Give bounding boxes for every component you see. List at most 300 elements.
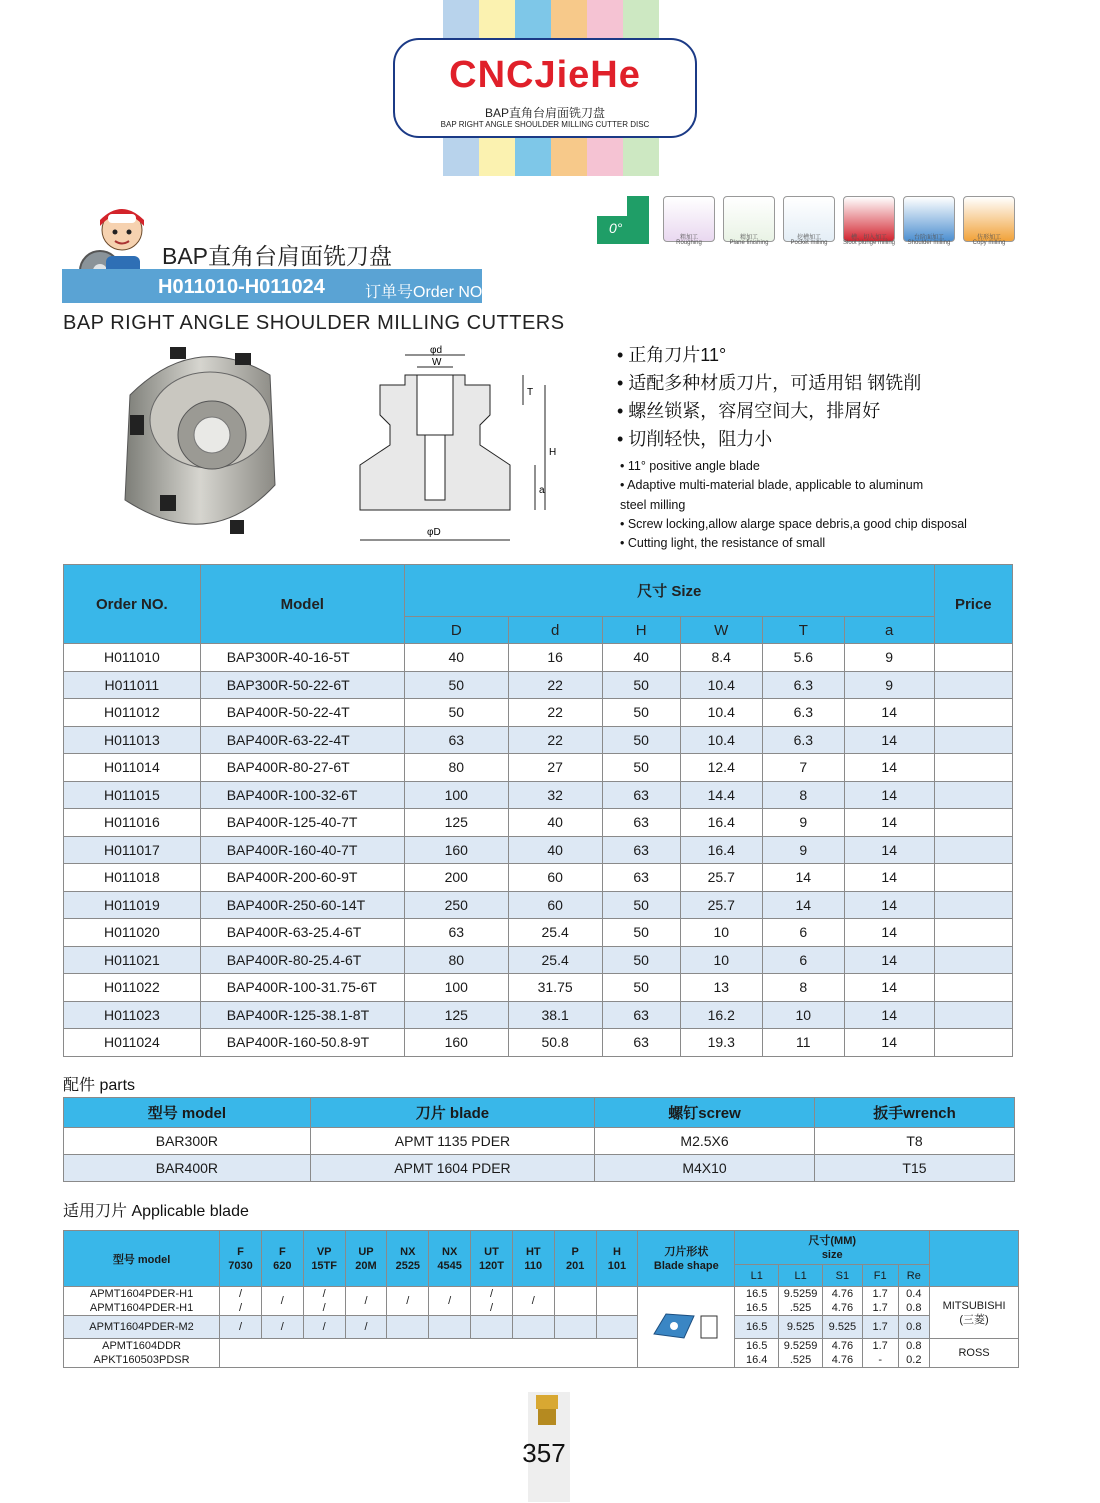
table-cell: 10 [762,1001,844,1029]
grade-cell-line: / [364,1295,368,1307]
grade-header [261,1231,303,1287]
table-cell: 7 [762,754,844,782]
table-cell: 160 [404,836,508,864]
blade-brand-cell-line: (三菱) [959,1313,989,1326]
parts-header: 螺钉screw [595,1098,815,1128]
grade-cell-line: / [322,1302,326,1314]
table-cell: BAP400R-80-25.4-6T [200,946,404,974]
grade-header-line: NX [400,1245,416,1258]
grade-cell-line: / [531,1295,535,1307]
grade-cell [429,1316,471,1339]
table-cell: 10.4 [680,699,762,727]
blade-size-cell-line: 0.8 [906,1302,922,1314]
table-cell: T8 [814,1128,1014,1155]
grade-cell [554,1287,596,1316]
table-row [64,864,1013,892]
table-cell: 32 [508,781,602,809]
blade-size-cell [823,1287,863,1316]
table-cell: H011011 [64,671,201,699]
blade-brand-cell [930,1339,1019,1368]
table-cell: BAP400R-63-22-4T [200,726,404,754]
grade-header [596,1231,638,1287]
grade-cell-line: / [280,1295,284,1307]
table-cell: BAP400R-200-60-9T [200,864,404,892]
grade-header [303,1231,345,1287]
operation-label-cn: 精加工 [739,235,758,241]
table-cell: 50 [404,671,508,699]
grade-cell [554,1316,596,1339]
grade-cell-line: / [489,1288,493,1300]
table-cell: H011012 [64,699,201,727]
blade-size-cell-line: 16.5 [746,1302,768,1314]
table-cell: 14 [844,809,934,837]
table-row [64,1316,1019,1339]
table-cell: 5.6 [762,644,844,672]
blade-model-cell-line: APMT1604PDER-H1 [89,1288,194,1300]
table-cell: BAP400R-80-27-6T [200,754,404,782]
table-cell: 14 [762,891,844,919]
grade-cell [303,1316,345,1339]
grade-cell-line: / [238,1288,243,1300]
table-cell: H011021 [64,946,201,974]
table-cell: 63 [602,781,680,809]
blade-model-cell [64,1287,220,1316]
table-cell: 6.3 [762,726,844,754]
grade-cell-line: / [238,1321,243,1333]
grade-header-line: 4545 [437,1259,462,1272]
logo-subtitle-cn: BAP直角台肩面铣刀盘 [484,106,605,120]
table-cell: 16 [508,644,602,672]
table-row [64,726,1013,754]
table-cell: 11 [762,1029,844,1057]
angle-value: 0° [609,220,623,236]
grade-cell [220,1316,262,1339]
blade-section-title: 适用刀片 Applicable blade [63,1203,249,1220]
table-cell: 31.75 [508,974,602,1002]
table-cell: BAR400R [64,1155,311,1182]
table-cell: BAP400R-100-32-6T [200,781,404,809]
table-cell: 200 [404,864,508,892]
table-cell: 50 [602,919,680,947]
grade-cell-line: / [406,1295,410,1307]
table-cell: 125 [404,809,508,837]
header-model: Model [200,565,404,644]
feature-en: • Screw locking,allow alarge space debris,a good chip disposal [620,517,967,531]
table-cell: 22 [508,671,602,699]
table-cell: 50 [602,754,680,782]
operation-label-cn: 挖槽加工 [796,235,821,241]
table-cell: 60 [508,891,602,919]
page-title-cn: BAP直角台肩面铣刀盘 [162,243,393,269]
feature-en: steel milling [620,498,686,512]
table-cell: BAP400R-50-22-4T [200,699,404,727]
operation-label-en: Sloot plunge milling [842,240,896,246]
table-cell: 250 [404,891,508,919]
operation-label-cn: 仿形加工 [976,235,1001,241]
table-row [64,974,1013,1002]
blade-size-cell [735,1287,779,1316]
grade-cell-line: / [489,1302,493,1314]
grade-cell [471,1287,513,1316]
blade-model-cell-line: APMT1604PDER-H1 [89,1302,194,1314]
blade-size-cell-line: 16.5 [746,1321,768,1333]
blade-size-cell-line: 16.5 [746,1288,768,1300]
parts-header: 刀片 blade [310,1098,594,1128]
blade-size-cell-line: 0.2 [906,1354,922,1366]
parts-header: 型号 model [64,1098,311,1128]
blade-shape-drawing [646,1306,726,1346]
blade-size-cell [898,1316,930,1339]
table-row [64,1029,1013,1057]
table-cell: 50 [602,726,680,754]
size-header-line: 尺寸(MM) [808,1234,857,1247]
blade-model-header: 型号 model [64,1231,220,1287]
blade-size-cell-line: 9.5259 [783,1340,818,1352]
page-title-en: BAP RIGHT ANGLE SHOULDER MILLING CUTTERS [63,312,565,334]
grade-header [512,1231,554,1287]
blade-brand-header [930,1231,1019,1287]
blade-model-cell [64,1339,220,1368]
table-cell: 10.4 [680,671,762,699]
dim-d-label: φd [430,345,443,356]
blade-size-cell [862,1316,898,1339]
grade-cell-line: / [364,1321,368,1333]
table-cell: H011022 [64,974,201,1002]
blade-size-cell [735,1339,779,1368]
table-cell: 22 [508,726,602,754]
table-cell: BAP400R-63-25.4-6T [200,919,404,947]
table-cell: H011010 [64,644,201,672]
blade-size-cell-line: 4.76 [831,1354,854,1366]
blade-size-cell-line: 9.5259 [783,1288,818,1300]
blade-brand-cell-line: ROSS [958,1347,990,1359]
mascot-small-icon [530,1393,564,1427]
table-cell: BAP400R-160-50.8-9T [200,1029,404,1057]
parts-table [63,1097,1015,1182]
table-cell: BAP400R-160-40-7T [200,836,404,864]
table-cell: 25.4 [508,946,602,974]
blade-size-cell [898,1339,930,1368]
grade-cell [512,1287,554,1316]
dim-w-label: W [432,357,442,368]
table-row [64,754,1013,782]
grade-header-line: 120T [478,1259,505,1272]
operation-label-en: Plane finishing [729,240,769,246]
blade-size-cell [823,1316,863,1339]
table-cell: 8.4 [680,644,762,672]
size-col-header: T [762,617,844,644]
table-row [64,644,1013,672]
grade-header-line: 110 [524,1259,543,1272]
blade-size-cell-line: 9.525 [786,1321,815,1333]
parts-section-title: 配件 parts [63,1077,136,1094]
table-cell: 9 [844,671,934,699]
feature-en: • Cutting light, the resistance of small [620,536,826,550]
table-cell: 14 [844,1029,934,1057]
table-cell: H011023 [64,1001,201,1029]
operation-label-cn: 台阶面加工 [913,235,944,241]
blade-size-cell-line: 0.4 [906,1288,922,1300]
operation-label-en: Shoulder milling [907,240,951,246]
blade-size-header [735,1231,930,1265]
table-cell: H011024 [64,1029,201,1057]
table-cell: 16.4 [680,809,762,837]
blade-size-cell-line: 0.8 [906,1340,922,1352]
blade-size-cell-line: - [878,1354,882,1366]
blade-size-cell [779,1287,823,1316]
blade-model-cell-line: APMT1604DDR [102,1340,181,1352]
table-cell: 27 [508,754,602,782]
order-range: H011010-H011024 [158,276,325,298]
header-size: 尺寸 Size [404,565,934,617]
table-cell: H011013 [64,726,201,754]
table-row [64,836,1013,864]
table-cell: 10 [680,919,762,947]
table-cell: 40 [602,644,680,672]
blade-size-cell [862,1339,898,1368]
table-cell: 14 [844,1001,934,1029]
table-cell: 100 [404,974,508,1002]
page-number: 357 [522,1438,566,1468]
table-cell: 10.4 [680,726,762,754]
dim-a-label: a [539,485,545,496]
table-cell: 14 [844,919,934,947]
price-cell [934,754,1012,782]
table-cell: 16.4 [680,836,762,864]
table-cell: APMT 1604 PDER [310,1155,594,1182]
size-col-header: H [602,617,680,644]
table-cell: 63 [602,864,680,892]
table-cell: M2.5X6 [595,1128,815,1155]
grade-cell [220,1287,262,1316]
blade-size-cell-line: .525 [789,1354,812,1366]
blade-size-col: L1 [735,1265,779,1287]
price-cell [934,1029,1012,1057]
table-cell: 16.2 [680,1001,762,1029]
table-cell: 80 [404,946,508,974]
table-row [64,809,1013,837]
grade-cell [512,1316,554,1339]
blade-model-cell-line: APMT1604PDER-M2 [89,1321,194,1333]
blade-shape-cell [638,1287,735,1368]
grade-header-line: HT [525,1245,541,1258]
table-cell: BAP400R-125-40-7T [200,809,404,837]
table-cell: 63 [602,836,680,864]
dim-D-label: φD [427,527,441,538]
logo-subtitle-en: BAP RIGHT ANGLE SHOULDER MILLING CUTTER DISC [440,120,650,129]
shape-header-line: Blade shape [653,1259,719,1272]
price-cell [934,644,1012,672]
blade-size-cell [862,1287,898,1316]
table-cell: 63 [404,919,508,947]
table-cell: 40 [508,809,602,837]
table-cell: T15 [814,1155,1014,1182]
grade-header-line: 7030 [228,1259,253,1272]
table-cell: BAP300R-50-22-6T [200,671,404,699]
angle-badge [597,196,649,244]
blade-size-cell-line: 1.7 [872,1288,888,1300]
table-cell: H011015 [64,781,201,809]
blade-size-col: Re [898,1265,930,1287]
operation-label-en: Roughing [676,240,702,246]
table-row [64,919,1013,947]
blade-size-cell [779,1339,823,1368]
table-cell: H011019 [64,891,201,919]
table-row [64,891,1013,919]
grade-cell-line: / [448,1295,452,1307]
price-cell [934,974,1012,1002]
price-cell [934,1001,1012,1029]
table-row [64,699,1013,727]
table-cell: 14 [844,974,934,1002]
table-cell: H011017 [64,836,201,864]
blade-size-cell-line: 1.7 [872,1340,888,1352]
table-cell: 160 [404,1029,508,1057]
table-cell: 13 [680,974,762,1002]
blade-size-col: S1 [823,1265,863,1287]
grade-cell [303,1287,345,1316]
blade-model-cell-line: APKT160503PDSR [93,1354,190,1366]
grade-header-line: 15TF [311,1259,337,1272]
feature-en: • 11° positive angle blade [620,459,760,473]
grade-header-line: NX [442,1245,458,1258]
blade-size-cell-line: .525 [789,1302,812,1314]
table-cell: 8 [762,781,844,809]
blade-brand-cell [930,1287,1019,1339]
table-cell: 10 [680,946,762,974]
blade-brand-cell-line: MITSUBISHI [942,1299,1006,1312]
grade-cell-empty [220,1339,638,1368]
grade-header [554,1231,596,1287]
blade-size-col: L1 [779,1265,823,1287]
table-cell: 14.4 [680,781,762,809]
grade-header [471,1231,513,1287]
table-cell: 14 [844,754,934,782]
blade-size-col: F1 [862,1265,898,1287]
table-cell: 6.3 [762,699,844,727]
technical-drawing [355,345,575,545]
size-col-header: D [404,617,508,644]
table-cell: H011018 [64,864,201,892]
grade-cell [261,1316,303,1339]
table-cell: 40 [508,836,602,864]
header-order: Order NO. [64,565,201,644]
table-cell: 60 [508,864,602,892]
table-cell: 50 [602,974,680,1002]
table-cell: APMT 1135 PDER [310,1128,594,1155]
size-col-header: a [844,617,934,644]
product-photo [100,325,290,545]
table-cell: 25.7 [680,864,762,892]
feature-cn: • 正角刀片11° [617,345,727,365]
blade-size-cell-line: 9.525 [828,1321,857,1333]
dim-t-label: T [527,387,534,398]
price-cell [934,809,1012,837]
table-cell: 50.8 [508,1029,602,1057]
price-cell [934,671,1012,699]
price-cell [934,891,1012,919]
blade-model-cell [64,1316,220,1339]
grade-header [345,1231,387,1287]
table-cell: 14 [844,946,934,974]
table-cell: 9 [844,644,934,672]
table-cell: 40 [404,644,508,672]
grade-cell-line: / [280,1321,284,1333]
table-row [64,671,1013,699]
grade-cell [345,1316,387,1339]
table-cell: 9 [762,836,844,864]
table-cell: 14 [844,891,934,919]
grade-cell [345,1287,387,1316]
table-cell: 6 [762,946,844,974]
table-cell: 63 [602,1029,680,1057]
blade-size-cell-line: 16.5 [746,1340,768,1352]
table-cell: 125 [404,1001,508,1029]
grade-cell-line: / [322,1288,326,1300]
grade-cell [471,1316,513,1339]
table-row [64,1287,1019,1316]
table-cell: 50 [404,699,508,727]
feature-en: • Adaptive multi-material blade, applicable to aluminum [620,478,924,492]
table-cell: 50 [602,671,680,699]
blade-size-cell-line: 16.4 [746,1354,768,1366]
brand-logo: CNCJieHe [449,54,641,96]
blade-size-cell [779,1316,823,1339]
price-cell [934,781,1012,809]
grade-cell [261,1287,303,1316]
order-label: 订单号Order NO. [365,284,487,301]
grade-header-line: 101 [607,1259,627,1272]
spec-table [63,564,1013,1057]
table-cell: BAP400R-125-38.1-8T [200,1001,404,1029]
table-cell: 38.1 [508,1001,602,1029]
table-cell: BAR300R [64,1128,311,1155]
table-cell: 9 [762,809,844,837]
table-cell: BAP300R-40-16-5T [200,644,404,672]
table-row [64,1001,1013,1029]
table-cell: 25.7 [680,891,762,919]
blade-size-cell-line: 1.7 [872,1321,888,1333]
grade-header [387,1231,429,1287]
table-cell: 63 [602,1001,680,1029]
table-cell: 100 [404,781,508,809]
operation-label-en: Pocket milling [790,240,828,246]
shape-header-line: 刀片形状 [664,1245,709,1258]
blade-size-cell-line: 1.7 [872,1302,888,1314]
price-cell [934,864,1012,892]
table-cell: 14 [844,864,934,892]
table-cell: H011016 [64,809,201,837]
blade-size-cell [823,1339,863,1368]
grade-cell [387,1316,429,1339]
size-col-header: W [680,617,762,644]
table-cell: 14 [844,836,934,864]
table-cell: H011020 [64,919,201,947]
size-col-header: d [508,617,602,644]
price-cell [934,946,1012,974]
grade-header [429,1231,471,1287]
feature-cn: • 切削轻快，阻力小 [617,429,773,449]
price-cell [934,699,1012,727]
price-cell [934,919,1012,947]
operation-label-cn: 粗加工 [679,235,698,241]
table-cell: 22 [508,699,602,727]
feature-cn: • 螺丝锁紧，容屑空间大，排屑好 [617,401,881,421]
price-cell [934,726,1012,754]
parts-header: 扳手wrench [814,1098,1014,1128]
table-cell: 25.4 [508,919,602,947]
table-row [64,781,1013,809]
